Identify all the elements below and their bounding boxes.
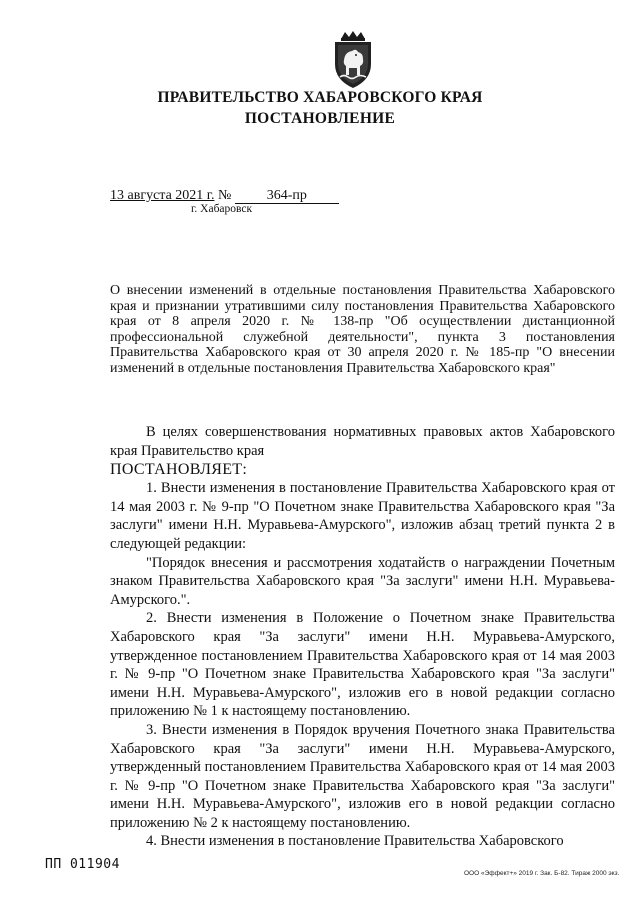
- item-3-paragraph: 3. Внести изменения в Порядок вручения Почетного знака Правительства Хабаровского края "За заслуги" имени Н.Н. Муравьева-Амурского, утвержденный постановлением Правительства Хабаровского края от 14 мая 2003 г. № 9-пр "О Почетном знаке Правительства Хабаровского края "За заслуги" имени Н.Н. Муравьева-Амурского", изложив его в новой редакции согласно приложению № 2 к настоящему постановлению.: [110, 721, 615, 831]
- city-label: г. Хабаровск: [191, 203, 253, 215]
- document-type-title: ПОСТАНОВЛЕНИЕ: [244, 110, 396, 127]
- coat-of-arms-icon: [327, 30, 379, 90]
- item-4-paragraph: 4. Внести изменения в постановление Правительства Хабаровского: [146, 833, 564, 850]
- government-title: ПРАВИТЕЛЬСТВО ХАБАРОВСКОГО КРАЯ: [157, 89, 483, 106]
- resolves-heading: ПОСТАНОВЛЯЕТ:: [110, 461, 248, 479]
- document-body: [110, 423, 615, 851]
- subject-text: О внесении изменений в отдельные постановления Правительства Хабаровского края и признании утратившими силу постановления Правительства Хабаровского края от 8 апреля 2020 г. № 138-пр "Об осуществлении дистанционной профессиональной служебной деятельности", пункта 3 постановления Правительства Хабаровского края от 30 апреля 2020 г. № 185-пр "О внесении изменений в отдельные постановления Правительства Хабаровского края": [110, 283, 615, 376]
- serial-number: ПП 011904: [45, 857, 120, 872]
- preamble-paragraph: В целях совершенствования нормативных правовых актов Хабаровского края Правительство края: [110, 424, 615, 459]
- date-number-line: [110, 188, 339, 204]
- document-number: 364-пр: [235, 189, 339, 204]
- item-1-quote-paragraph: "Порядок внесения и рассмотрения ходатайств о награждении Почетным знаком Правительства Хабаровского края "За заслуги" имени Н.Н. Муравьева-Амурского.".: [110, 554, 615, 608]
- item-1-paragraph: 1. Внести изменения в постановление Правительства Хабаровского края от 14 мая 2003 г. № 9-пр "О Почетном знаке Правительства Хабаровского края "За заслуги" имени Н.Н. Муравьева-Амурского", изложив абзац третий пункта 2 в следующей редакции:: [110, 480, 615, 552]
- number-sign: №: [217, 188, 232, 203]
- printer-imprint: ООО «Эффект+» 2019 г. Зак. Б-82. Тираж 2000 экз.: [464, 870, 620, 877]
- item-2-paragraph: 2. Внести изменения в Положение о Почетном знаке Правительства Хабаровского края "За заслуги" имени Н.Н. Муравьева-Амурского, утвержденное постановлением Правительства Хабаровского края от 14 мая 2003 г. № 9-пр "О Почетном знаке Правительства Хабаровского края "За заслуги" имени Н.Н. Муравьева-Амурского", изложив его в новой редакции согласно приложению № 1 к настоящему постановлению.: [110, 610, 615, 720]
- document-subject: [110, 283, 615, 376]
- document-date: 13 августа 2021 г.: [110, 188, 215, 203]
